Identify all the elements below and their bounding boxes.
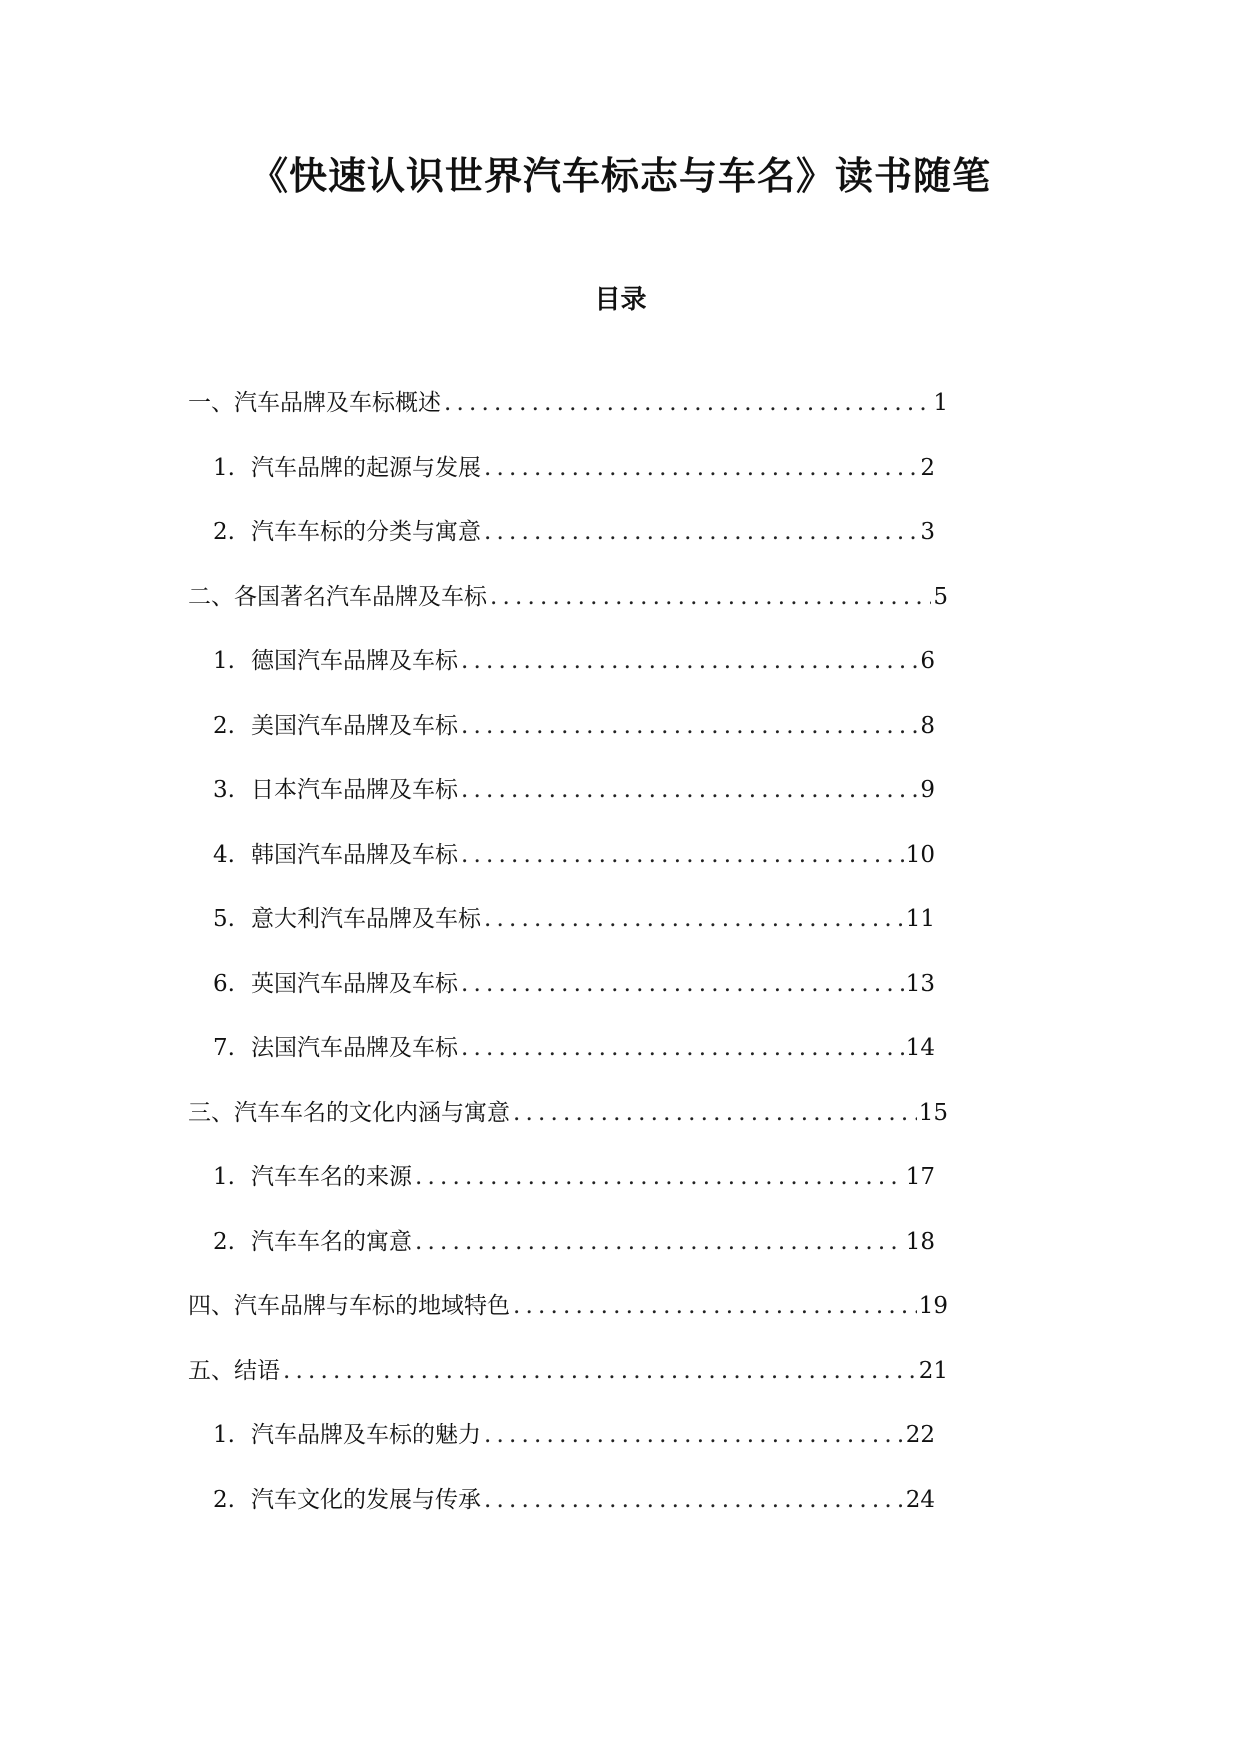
toc-entry[interactable] bbox=[213, 1224, 935, 1260]
toc-entry-page-number: 19 bbox=[918, 1293, 948, 1319]
toc-entry-number: 一、 bbox=[188, 390, 234, 416]
toc-entry-page-number: 11 bbox=[905, 906, 935, 932]
toc-entry-page-number: 2 bbox=[920, 454, 935, 481]
toc-entry-number: 1. bbox=[213, 454, 235, 481]
toc-entry[interactable] bbox=[188, 1288, 948, 1324]
toc-entry-page-number: 1 bbox=[933, 390, 948, 416]
toc-dot-leader bbox=[481, 450, 918, 486]
toc-entry-number: 6. bbox=[213, 970, 235, 997]
toc-entry-label: 汽车品牌及车标概述 bbox=[234, 390, 441, 416]
toc-entry-number: 7. bbox=[213, 1035, 235, 1061]
toc-entry-label: 英国汽车品牌及车标 bbox=[251, 970, 458, 997]
toc-entry[interactable] bbox=[213, 450, 935, 486]
toc-entry-page-number: 21 bbox=[918, 1357, 948, 1384]
toc-entry-label: 韩国汽车品牌及车标 bbox=[251, 841, 458, 868]
toc-dot-leader bbox=[458, 966, 904, 1002]
toc-entry-number: 1. bbox=[213, 1422, 235, 1448]
toc-entry-page-number: 5 bbox=[933, 583, 948, 610]
toc-entry-number: 三、 bbox=[188, 1099, 234, 1126]
toc-dot-leader bbox=[458, 772, 918, 808]
toc-dot-leader bbox=[487, 579, 931, 615]
toc-entry-label: 汽车车名的文化内涵与寓意 bbox=[234, 1099, 510, 1126]
toc-entry-number: 2. bbox=[213, 1486, 235, 1513]
toc-dot-leader bbox=[441, 385, 931, 421]
toc-entry-label: 法国汽车品牌及车标 bbox=[251, 1035, 458, 1061]
toc-entry-label: 结语 bbox=[234, 1357, 280, 1384]
toc-entry-page-number: 3 bbox=[920, 519, 935, 545]
toc-dot-leader bbox=[481, 1417, 904, 1453]
toc-entry-label: 日本汽车品牌及车标 bbox=[251, 777, 458, 803]
toc-entry[interactable] bbox=[188, 1095, 948, 1131]
toc-entry-label: 汽车品牌的起源与发展 bbox=[251, 454, 481, 481]
toc-dot-leader bbox=[481, 514, 918, 550]
toc-entry-label: 汽车文化的发展与传承 bbox=[251, 1486, 481, 1513]
toc-entry-number: 1. bbox=[213, 648, 235, 674]
toc-entry-number: 2. bbox=[213, 1228, 235, 1255]
toc-entry-number: 二、 bbox=[188, 583, 234, 610]
toc-entry-label: 汽车车名的来源 bbox=[251, 1164, 412, 1190]
toc-entry-number: 4. bbox=[213, 841, 235, 868]
toc-entry-number: 四、 bbox=[188, 1293, 234, 1319]
toc-entry[interactable] bbox=[213, 901, 935, 937]
toc-entry-page-number: 24 bbox=[905, 1486, 935, 1513]
toc-entry[interactable] bbox=[213, 514, 935, 550]
toc-dot-leader bbox=[412, 1224, 904, 1260]
toc-heading: 目录 bbox=[594, 285, 647, 315]
toc-entry-number: 5. bbox=[213, 906, 235, 932]
toc-entry-label: 各国著名汽车品牌及车标 bbox=[234, 583, 487, 610]
toc-entry-page-number: 8 bbox=[920, 712, 935, 739]
toc-entry-page-number: 14 bbox=[905, 1035, 935, 1061]
toc-entry[interactable] bbox=[188, 385, 948, 421]
toc-entry-page-number: 10 bbox=[905, 841, 935, 868]
toc-entry-label: 汽车品牌与车标的地域特色 bbox=[234, 1293, 510, 1319]
toc-dot-leader bbox=[481, 901, 904, 937]
toc-entry[interactable] bbox=[213, 772, 935, 808]
toc-entry[interactable] bbox=[213, 966, 935, 1002]
toc-entry-number: 1. bbox=[213, 1164, 235, 1190]
toc-entry[interactable] bbox=[213, 1030, 935, 1066]
toc-entry-number: 五、 bbox=[188, 1357, 234, 1384]
toc-dot-leader bbox=[481, 1482, 904, 1518]
toc-dot-leader bbox=[412, 1159, 904, 1195]
toc-entry-label: 美国汽车品牌及车标 bbox=[251, 712, 458, 739]
toc-entry-label: 汽车车标的分类与寓意 bbox=[251, 519, 481, 545]
toc-entry-page-number: 15 bbox=[918, 1099, 948, 1126]
toc-entry-page-number: 9 bbox=[920, 777, 935, 803]
toc-entry[interactable] bbox=[213, 1159, 935, 1195]
toc-entry-page-number: 22 bbox=[905, 1422, 935, 1448]
toc-dot-leader bbox=[280, 1353, 917, 1389]
toc-entry[interactable] bbox=[213, 643, 935, 679]
toc-dot-leader bbox=[510, 1095, 917, 1131]
toc-entry-page-number: 17 bbox=[905, 1164, 935, 1190]
toc-entry-label: 汽车品牌及车标的魅力 bbox=[251, 1422, 481, 1448]
toc-entry[interactable] bbox=[213, 1482, 935, 1518]
toc-entry-label: 意大利汽车品牌及车标 bbox=[251, 906, 481, 932]
toc-entry-page-number: 6 bbox=[920, 648, 935, 674]
toc-dot-leader bbox=[458, 1030, 904, 1066]
toc-entry-page-number: 18 bbox=[905, 1228, 935, 1255]
toc-entry-label: 德国汽车品牌及车标 bbox=[251, 648, 458, 674]
toc-entry-page-number: 13 bbox=[905, 970, 935, 997]
toc-entry-label: 汽车车名的寓意 bbox=[251, 1228, 412, 1255]
toc-entry[interactable] bbox=[213, 837, 935, 873]
toc-entry[interactable] bbox=[213, 1417, 935, 1453]
toc-entry[interactable] bbox=[188, 1353, 948, 1389]
toc-entry-number: 2. bbox=[213, 712, 235, 739]
toc-entry-number: 2. bbox=[213, 519, 235, 545]
toc-entry[interactable] bbox=[213, 708, 935, 744]
toc-dot-leader bbox=[458, 643, 918, 679]
toc-entry-number: 3. bbox=[213, 777, 235, 803]
document-title: 《快速认识世界汽车标志与车名》读书随笔 bbox=[249, 153, 991, 198]
toc-dot-leader bbox=[458, 708, 918, 744]
toc-entry[interactable] bbox=[188, 579, 948, 615]
toc-dot-leader bbox=[510, 1288, 917, 1324]
toc-dot-leader bbox=[458, 837, 904, 873]
